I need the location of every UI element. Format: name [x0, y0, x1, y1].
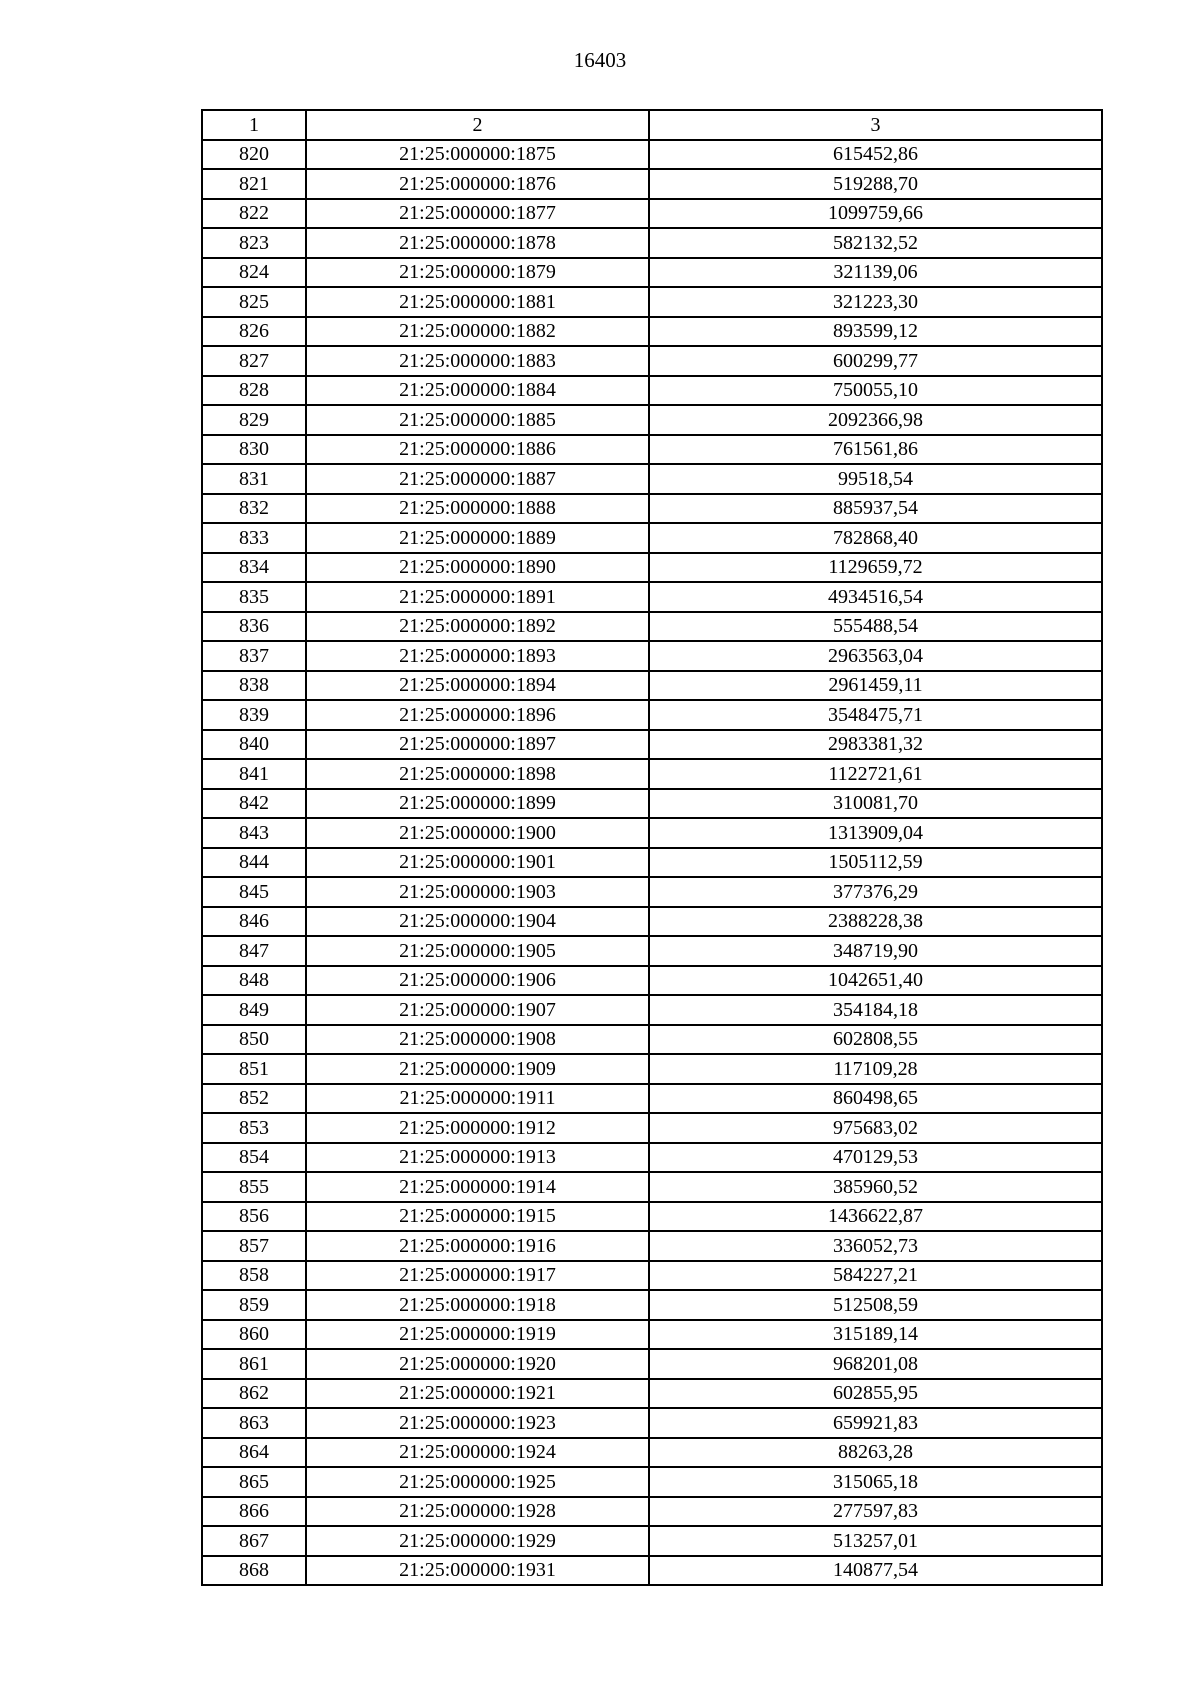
- cadastral-number-cell: 21:25:000000:1893: [306, 641, 649, 671]
- cadastral-number-cell: 21:25:000000:1911: [306, 1084, 649, 1114]
- cadastral-number-cell: 21:25:000000:1883: [306, 346, 649, 376]
- table-row: [202, 1320, 1102, 1350]
- table-row: [202, 789, 1102, 819]
- table-row: [202, 936, 1102, 966]
- row-number-cell: 848: [202, 966, 306, 996]
- row-number-cell: 844: [202, 848, 306, 878]
- value-cell: 385960,52: [649, 1172, 1102, 1202]
- value-cell: 2092366,98: [649, 405, 1102, 435]
- table-row: [202, 582, 1102, 612]
- row-number-cell: 847: [202, 936, 306, 966]
- header-cell-col-1: 1: [202, 110, 306, 140]
- cadastral-number-cell: 21:25:000000:1879: [306, 258, 649, 288]
- row-number-cell: 838: [202, 671, 306, 701]
- row-number-cell: 857: [202, 1231, 306, 1261]
- value-cell: 2963563,04: [649, 641, 1102, 671]
- table-row: [202, 140, 1102, 170]
- table-row: [202, 1084, 1102, 1114]
- cadastral-number-cell: 21:25:000000:1897: [306, 730, 649, 760]
- row-number-cell: 822: [202, 199, 306, 229]
- table-row: [202, 523, 1102, 553]
- table-row: [202, 612, 1102, 642]
- value-cell: 321139,06: [649, 258, 1102, 288]
- value-cell: 3548475,71: [649, 700, 1102, 730]
- value-cell: 968201,08: [649, 1349, 1102, 1379]
- row-number-cell: 850: [202, 1025, 306, 1055]
- value-cell: 1313909,04: [649, 818, 1102, 848]
- row-number-cell: 837: [202, 641, 306, 671]
- cadastral-number-cell: 21:25:000000:1924: [306, 1438, 649, 1468]
- value-cell: 1436622,87: [649, 1202, 1102, 1232]
- data-table: [201, 109, 1103, 1586]
- value-cell: 88263,28: [649, 1438, 1102, 1468]
- value-cell: 659921,83: [649, 1408, 1102, 1438]
- cadastral-number-cell: 21:25:000000:1929: [306, 1526, 649, 1556]
- table-row: [202, 1025, 1102, 1055]
- row-number-cell: 863: [202, 1408, 306, 1438]
- table-body: [202, 140, 1102, 1586]
- value-cell: 336052,73: [649, 1231, 1102, 1261]
- cadastral-number-cell: 21:25:000000:1918: [306, 1290, 649, 1320]
- cadastral-number-cell: 21:25:000000:1923: [306, 1408, 649, 1438]
- cadastral-number-cell: 21:25:000000:1894: [306, 671, 649, 701]
- row-number-cell: 867: [202, 1526, 306, 1556]
- value-cell: 512508,59: [649, 1290, 1102, 1320]
- value-cell: 1099759,66: [649, 199, 1102, 229]
- table-row: [202, 1290, 1102, 1320]
- table-row: [202, 169, 1102, 199]
- table-row: [202, 1172, 1102, 1202]
- cadastral-number-cell: 21:25:000000:1919: [306, 1320, 649, 1350]
- cadastral-number-cell: 21:25:000000:1888: [306, 494, 649, 524]
- value-cell: 277597,83: [649, 1497, 1102, 1527]
- cadastral-number-cell: 21:25:000000:1886: [306, 435, 649, 465]
- cadastral-number-cell: 21:25:000000:1917: [306, 1261, 649, 1291]
- row-number-cell: 858: [202, 1261, 306, 1291]
- cadastral-number-cell: 21:25:000000:1900: [306, 818, 649, 848]
- row-number-cell: 823: [202, 228, 306, 258]
- table-row: [202, 1467, 1102, 1497]
- cadastral-number-cell: 21:25:000000:1908: [306, 1025, 649, 1055]
- cadastral-number-cell: 21:25:000000:1914: [306, 1172, 649, 1202]
- row-number-cell: 861: [202, 1349, 306, 1379]
- row-number-cell: 853: [202, 1113, 306, 1143]
- row-number-cell: 868: [202, 1556, 306, 1586]
- value-cell: 602855,95: [649, 1379, 1102, 1409]
- value-cell: 377376,29: [649, 877, 1102, 907]
- header-row: [202, 110, 1102, 140]
- row-number-cell: 860: [202, 1320, 306, 1350]
- cadastral-number-cell: 21:25:000000:1881: [306, 287, 649, 317]
- value-cell: 310081,70: [649, 789, 1102, 819]
- table-row: [202, 671, 1102, 701]
- cadastral-number-cell: 21:25:000000:1875: [306, 140, 649, 170]
- table-row: [202, 1231, 1102, 1261]
- table-row: [202, 317, 1102, 347]
- cadastral-number-cell: 21:25:000000:1909: [306, 1054, 649, 1084]
- value-cell: 582132,52: [649, 228, 1102, 258]
- value-cell: 315065,18: [649, 1467, 1102, 1497]
- table-row: [202, 199, 1102, 229]
- cadastral-number-cell: 21:25:000000:1916: [306, 1231, 649, 1261]
- row-number-cell: 833: [202, 523, 306, 553]
- value-cell: 975683,02: [649, 1113, 1102, 1143]
- row-number-cell: 836: [202, 612, 306, 642]
- value-cell: 750055,10: [649, 376, 1102, 406]
- row-number-cell: 825: [202, 287, 306, 317]
- table-row: [202, 995, 1102, 1025]
- cadastral-number-cell: 21:25:000000:1884: [306, 376, 649, 406]
- table-row: [202, 376, 1102, 406]
- row-number-cell: 846: [202, 907, 306, 937]
- value-cell: 2983381,32: [649, 730, 1102, 760]
- row-number-cell: 824: [202, 258, 306, 288]
- table-row: [202, 966, 1102, 996]
- value-cell: 602808,55: [649, 1025, 1102, 1055]
- row-number-cell: 835: [202, 582, 306, 612]
- row-number-cell: 852: [202, 1084, 306, 1114]
- table-row: [202, 405, 1102, 435]
- table-row: [202, 1379, 1102, 1409]
- table-row: [202, 759, 1102, 789]
- row-number-cell: 830: [202, 435, 306, 465]
- table-row: [202, 1202, 1102, 1232]
- cadastral-number-cell: 21:25:000000:1901: [306, 848, 649, 878]
- value-cell: 2388228,38: [649, 907, 1102, 937]
- table-row: [202, 1261, 1102, 1291]
- cadastral-number-cell: 21:25:000000:1899: [306, 789, 649, 819]
- value-cell: 99518,54: [649, 464, 1102, 494]
- value-cell: 513257,01: [649, 1526, 1102, 1556]
- cadastral-number-cell: 21:25:000000:1915: [306, 1202, 649, 1232]
- value-cell: 117109,28: [649, 1054, 1102, 1084]
- cadastral-number-cell: 21:25:000000:1877: [306, 199, 649, 229]
- row-number-cell: 840: [202, 730, 306, 760]
- table-row: [202, 494, 1102, 524]
- value-cell: 1122721,61: [649, 759, 1102, 789]
- cadastral-number-cell: 21:25:000000:1876: [306, 169, 649, 199]
- value-cell: 321223,30: [649, 287, 1102, 317]
- row-number-cell: 826: [202, 317, 306, 347]
- value-cell: 860498,65: [649, 1084, 1102, 1114]
- value-cell: 782868,40: [649, 523, 1102, 553]
- cadastral-number-cell: 21:25:000000:1887: [306, 464, 649, 494]
- row-number-cell: 820: [202, 140, 306, 170]
- table-row: [202, 730, 1102, 760]
- value-cell: 348719,90: [649, 936, 1102, 966]
- value-cell: 555488,54: [649, 612, 1102, 642]
- table-row: [202, 1113, 1102, 1143]
- cadastral-number-cell: 21:25:000000:1898: [306, 759, 649, 789]
- row-number-cell: 843: [202, 818, 306, 848]
- value-cell: 4934516,54: [649, 582, 1102, 612]
- value-cell: 1505112,59: [649, 848, 1102, 878]
- table-row: [202, 287, 1102, 317]
- table-row: [202, 553, 1102, 583]
- value-cell: 140877,54: [649, 1556, 1102, 1586]
- value-cell: 2961459,11: [649, 671, 1102, 701]
- table-row: [202, 346, 1102, 376]
- row-number-cell: 841: [202, 759, 306, 789]
- value-cell: 615452,86: [649, 140, 1102, 170]
- cadastral-number-cell: 21:25:000000:1904: [306, 907, 649, 937]
- value-cell: 519288,70: [649, 169, 1102, 199]
- row-number-cell: 832: [202, 494, 306, 524]
- row-number-cell: 845: [202, 877, 306, 907]
- table-row: [202, 641, 1102, 671]
- value-cell: 761561,86: [649, 435, 1102, 465]
- table-row: [202, 1556, 1102, 1586]
- cadastral-number-cell: 21:25:000000:1913: [306, 1143, 649, 1173]
- header-cell-col-2: 2: [306, 110, 649, 140]
- row-number-cell: 856: [202, 1202, 306, 1232]
- cadastral-number-cell: 21:25:000000:1878: [306, 228, 649, 258]
- cadastral-number-cell: 21:25:000000:1903: [306, 877, 649, 907]
- cadastral-number-cell: 21:25:000000:1906: [306, 966, 649, 996]
- value-cell: 1129659,72: [649, 553, 1102, 583]
- cadastral-number-cell: 21:25:000000:1885: [306, 405, 649, 435]
- value-cell: 1042651,40: [649, 966, 1102, 996]
- table-row: [202, 1349, 1102, 1379]
- cadastral-number-cell: 21:25:000000:1925: [306, 1467, 649, 1497]
- cadastral-number-cell: 21:25:000000:1920: [306, 1349, 649, 1379]
- row-number-cell: 864: [202, 1438, 306, 1468]
- row-number-cell: 854: [202, 1143, 306, 1173]
- cadastral-number-cell: 21:25:000000:1891: [306, 582, 649, 612]
- table-header: [202, 110, 1102, 140]
- cadastral-number-cell: 21:25:000000:1889: [306, 523, 649, 553]
- cadastral-number-cell: 21:25:000000:1931: [306, 1556, 649, 1586]
- table-row: [202, 1054, 1102, 1084]
- row-number-cell: 855: [202, 1172, 306, 1202]
- row-number-cell: 829: [202, 405, 306, 435]
- row-number-cell: 862: [202, 1379, 306, 1409]
- value-cell: 470129,53: [649, 1143, 1102, 1173]
- table-row: [202, 848, 1102, 878]
- cadastral-number-cell: 21:25:000000:1896: [306, 700, 649, 730]
- row-number-cell: 821: [202, 169, 306, 199]
- value-cell: 354184,18: [649, 995, 1102, 1025]
- value-cell: 584227,21: [649, 1261, 1102, 1291]
- row-number-cell: 831: [202, 464, 306, 494]
- row-number-cell: 842: [202, 789, 306, 819]
- value-cell: 315189,14: [649, 1320, 1102, 1350]
- cadastral-number-cell: 21:25:000000:1928: [306, 1497, 649, 1527]
- row-number-cell: 851: [202, 1054, 306, 1084]
- row-number-cell: 827: [202, 346, 306, 376]
- table-row: [202, 1497, 1102, 1527]
- table-row: [202, 1408, 1102, 1438]
- table-row: [202, 1438, 1102, 1468]
- header-cell-col-3: 3: [649, 110, 1102, 140]
- table-row: [202, 818, 1102, 848]
- table-row: [202, 435, 1102, 465]
- cadastral-number-cell: 21:25:000000:1890: [306, 553, 649, 583]
- table-row: [202, 258, 1102, 288]
- row-number-cell: 866: [202, 1497, 306, 1527]
- cadastral-number-cell: 21:25:000000:1921: [306, 1379, 649, 1409]
- row-number-cell: 834: [202, 553, 306, 583]
- row-number-cell: 849: [202, 995, 306, 1025]
- table-row: [202, 700, 1102, 730]
- table-row: [202, 464, 1102, 494]
- page-number: 16403: [573, 48, 627, 72]
- cadastral-number-cell: 21:25:000000:1892: [306, 612, 649, 642]
- cadastral-number-cell: 21:25:000000:1907: [306, 995, 649, 1025]
- cadastral-number-cell: 21:25:000000:1905: [306, 936, 649, 966]
- table-row: [202, 907, 1102, 937]
- row-number-cell: 828: [202, 376, 306, 406]
- row-number-cell: 859: [202, 1290, 306, 1320]
- row-number-cell: 865: [202, 1467, 306, 1497]
- row-number-cell: 839: [202, 700, 306, 730]
- value-cell: 600299,77: [649, 346, 1102, 376]
- value-cell: 885937,54: [649, 494, 1102, 524]
- table-row: [202, 1526, 1102, 1556]
- table-row: [202, 877, 1102, 907]
- table-row: [202, 1143, 1102, 1173]
- cadastral-number-cell: 21:25:000000:1912: [306, 1113, 649, 1143]
- table-row: [202, 228, 1102, 258]
- value-cell: 893599,12: [649, 317, 1102, 347]
- cadastral-number-cell: 21:25:000000:1882: [306, 317, 649, 347]
